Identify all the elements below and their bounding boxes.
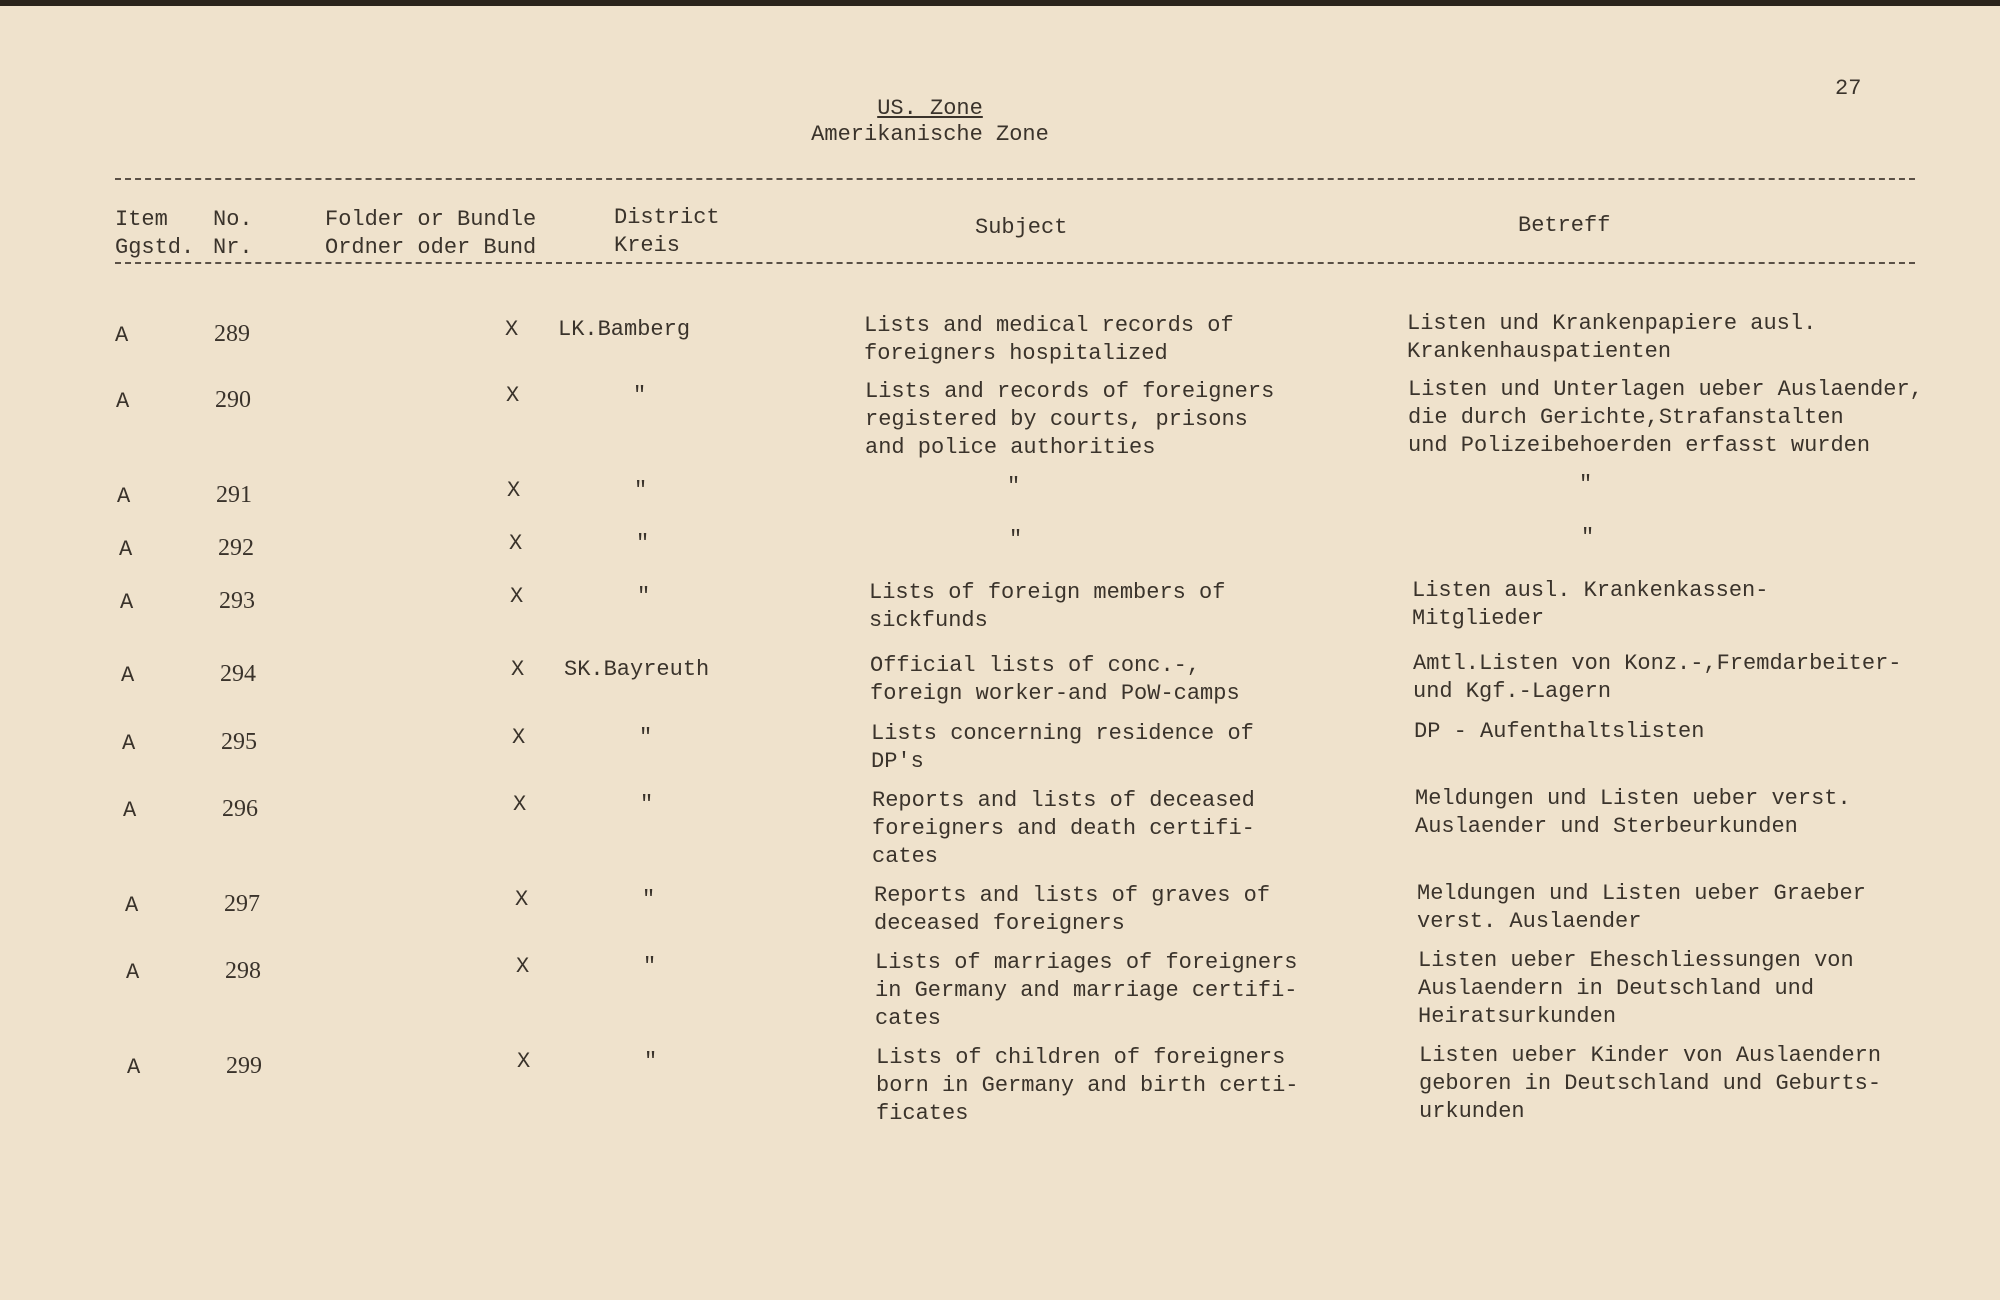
row-subject: Official lists of conc.-, foreign worker-and PoW-camps	[870, 653, 1240, 706]
row-betreff: Meldungen und Listen ueber verst. Auslaender und Sterbeurkunden	[1415, 786, 1851, 839]
row-folder-mark: X	[516, 954, 530, 979]
header-subject: Subject	[975, 215, 1068, 240]
row-district: "	[642, 887, 656, 912]
row-subject: Lists of children of foreigners born in Germany and birth certi- ficates	[876, 1045, 1299, 1126]
row-betreff: Listen ausl. Krankenkassen- Mitglieder	[1412, 578, 1769, 631]
row-district: "	[643, 954, 657, 979]
row-betreff: Listen und Unterlagen ueber Auslaender, die durch Gerichte,Strafanstalten und Polizeibehoerden erfasst wurden	[1408, 377, 1923, 458]
row-betreff: Listen und Krankenpapiere ausl. Krankenhauspatienten	[1407, 311, 1817, 364]
row-item: A	[117, 484, 131, 509]
row-subject: Lists of foreign members of sickfunds	[869, 580, 1226, 633]
row-item: A	[119, 537, 133, 562]
row-district: "	[644, 1049, 658, 1074]
row-folder-mark: X	[517, 1049, 531, 1074]
row-number: 298	[225, 958, 261, 984]
row-folder-mark: X	[513, 792, 527, 817]
row-item: A	[120, 590, 134, 615]
row-betreff: "	[1581, 525, 1595, 550]
row-subject: "	[1007, 474, 1021, 499]
row-subject: Lists and medical records of foreigners hospitalized	[864, 313, 1234, 366]
row-folder-mark: X	[515, 887, 529, 912]
row-subject: "	[1009, 527, 1023, 552]
page-title: US. Zone	[877, 96, 983, 121]
row-folder-mark: X	[511, 657, 525, 682]
row-subject: Lists concerning residence of DP's	[871, 721, 1254, 774]
row-district: "	[637, 584, 651, 609]
row-item: A	[121, 663, 135, 688]
row-number: 292	[218, 535, 254, 561]
row-betreff: DP - Aufenthaltslisten	[1414, 719, 1705, 744]
row-number: 294	[220, 661, 256, 687]
row-district: "	[636, 531, 650, 556]
header-item: Item Ggstd.	[115, 207, 195, 260]
header-folder: Folder or Bundle Ordner oder Bund	[325, 207, 537, 260]
row-number: 293	[219, 588, 255, 614]
row-folder-mark: X	[509, 531, 523, 556]
title-block	[700, 96, 1160, 148]
row-folder-mark: X	[510, 584, 524, 609]
row-folder-mark: X	[506, 383, 520, 408]
document-page	[0, 6, 2000, 1300]
row-number: 297	[224, 891, 260, 917]
row-subject: Lists of marriages of foreigners in Germany and marriage certifi- cates	[875, 950, 1298, 1031]
row-betreff: Meldungen und Listen ueber Graeber verst. Auslaender	[1417, 881, 1866, 934]
row-item: A	[122, 731, 136, 756]
row-district: "	[640, 792, 654, 817]
page-subtitle: Amerikanische Zone	[811, 122, 1049, 147]
row-betreff: "	[1579, 472, 1593, 497]
row-district: SK.Bayreuth	[564, 657, 710, 682]
row-item: A	[127, 1055, 141, 1080]
row-number: 289	[214, 321, 250, 347]
row-number: 295	[221, 729, 257, 755]
row-district: "	[634, 478, 648, 503]
row-subject: Lists and records of foreigners registered by courts, prisons and police authorities	[865, 379, 1275, 460]
row-folder-mark: X	[512, 725, 526, 750]
row-item: A	[125, 893, 139, 918]
row-item: A	[115, 323, 129, 348]
header-no: No. Nr.	[213, 207, 253, 260]
page-number: 27	[1835, 76, 1862, 101]
row-item: A	[126, 960, 140, 985]
row-folder-mark: X	[507, 478, 521, 503]
row-betreff: Listen ueber Kinder von Auslaendern geboren in Deutschland und Geburts- urkunden	[1419, 1043, 1882, 1124]
row-betreff: Listen ueber Eheschliessungen von Auslaendern in Deutschland und Heiratsurkunden	[1418, 948, 1854, 1029]
row-item: A	[116, 389, 130, 414]
row-subject: Reports and lists of deceased foreigners and death certifi- cates	[872, 788, 1255, 869]
row-folder-mark: X	[505, 317, 519, 342]
row-number: 299	[226, 1053, 262, 1079]
row-number: 296	[222, 796, 258, 822]
row-district: LK.Bamberg	[558, 317, 691, 342]
row-subject: Reports and lists of graves of deceased foreigners	[874, 883, 1271, 936]
header-betreff: Betreff	[1518, 213, 1611, 238]
row-item: A	[123, 798, 137, 823]
header-rule-bottom	[115, 262, 1915, 264]
row-betreff: Amtl.Listen von Konz.-,Fremdarbeiter- und Kgf.-Lagern	[1413, 651, 1902, 704]
header-rule-top	[115, 178, 1915, 180]
row-district: "	[633, 383, 647, 408]
row-district: "	[639, 725, 653, 750]
row-number: 290	[215, 387, 251, 413]
row-number: 291	[216, 482, 252, 508]
header-district: District Kreis	[614, 205, 720, 258]
